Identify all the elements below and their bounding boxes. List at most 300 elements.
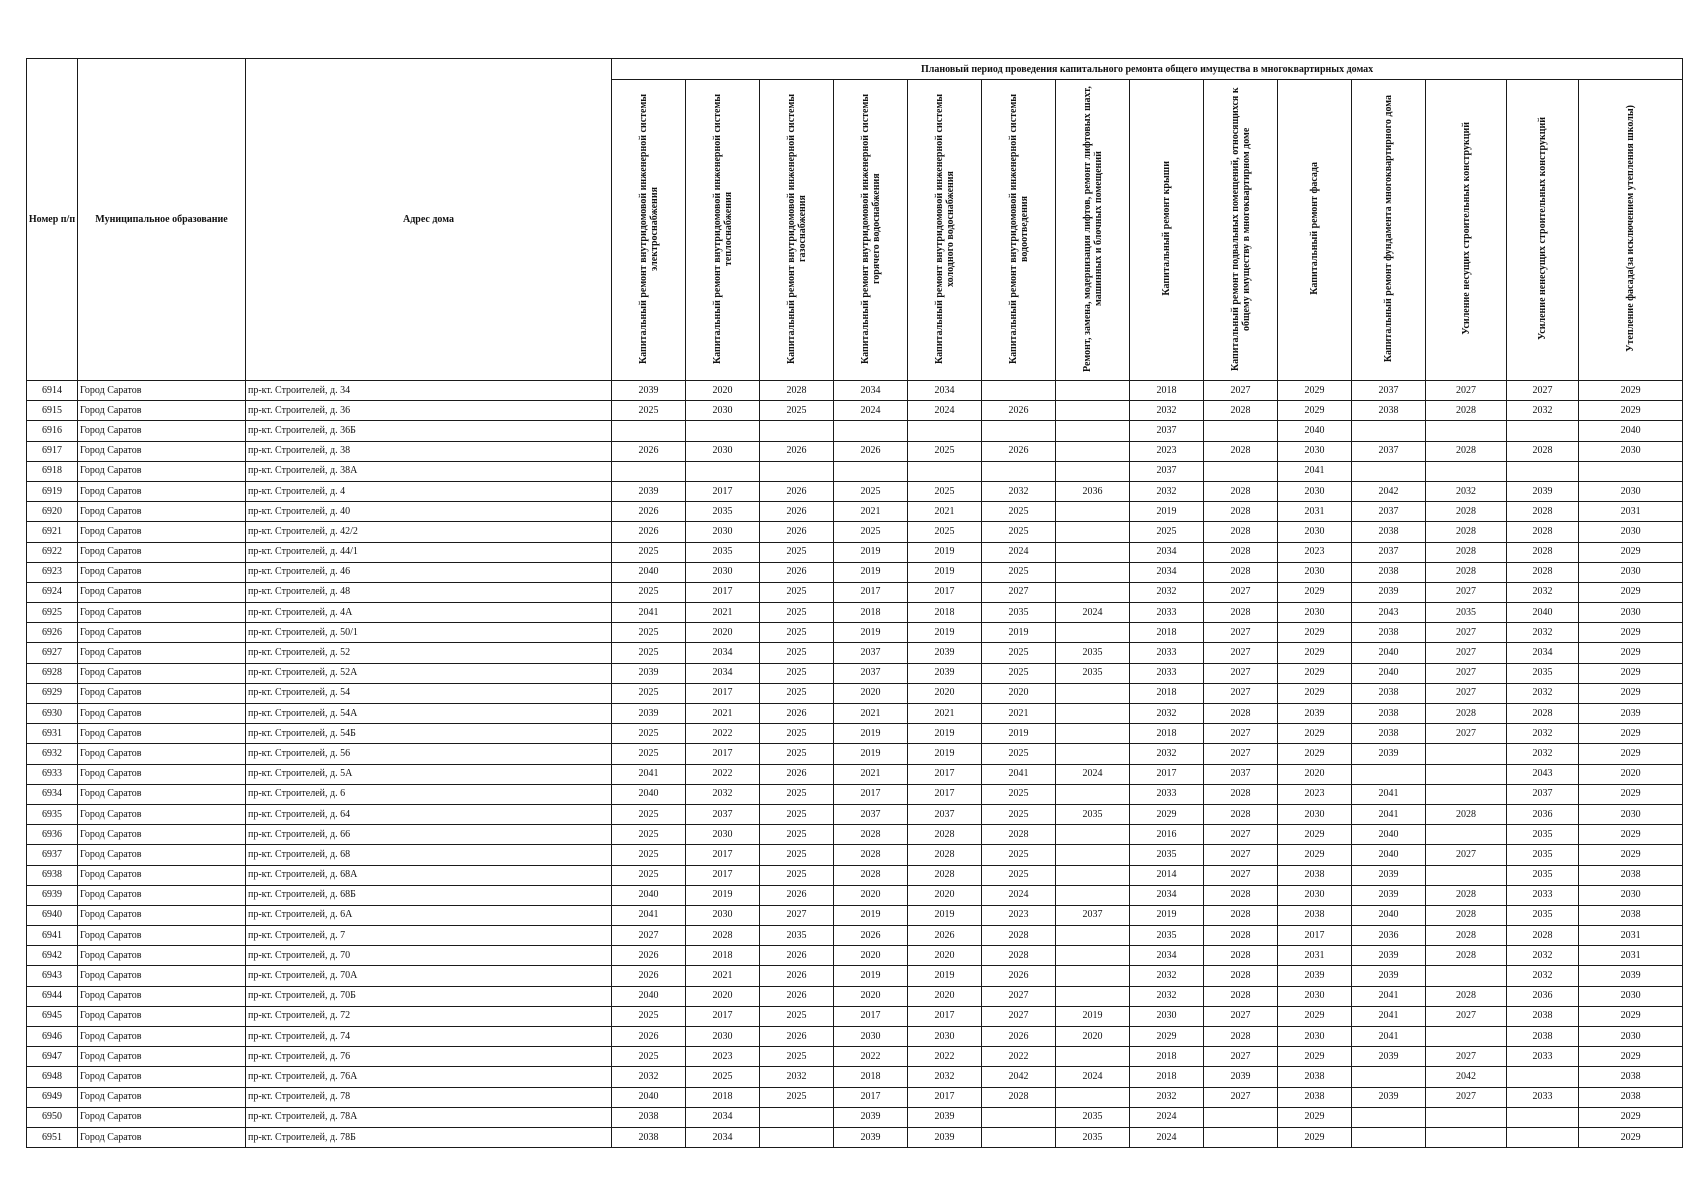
row-municipality: Город Саратов [78, 522, 246, 542]
year-cell: 2025 [1130, 522, 1204, 542]
table-row [27, 966, 1683, 986]
year-cell: 2027 [1426, 623, 1507, 643]
year-cell: 2028 [834, 865, 908, 885]
year-cell: 2039 [908, 663, 982, 683]
year-cell: 2019 [908, 744, 982, 764]
year-cell: 2027 [1204, 825, 1278, 845]
row-number: 6940 [27, 905, 78, 925]
header-work-label: Капитальный ремонт фасада [1309, 162, 1320, 295]
year-cell: 2026 [760, 885, 834, 905]
row-number: 6928 [27, 663, 78, 683]
year-cell: 2019 [1130, 502, 1204, 522]
header-work-5 [908, 80, 982, 381]
year-cell: 2034 [1507, 643, 1579, 663]
year-cell [1056, 522, 1130, 542]
header-work-13 [1507, 80, 1579, 381]
year-cell [1056, 461, 1130, 481]
year-cell [1056, 381, 1130, 401]
year-cell: 2020 [1056, 1027, 1130, 1047]
row-number: 6915 [27, 401, 78, 421]
year-cell: 2025 [760, 623, 834, 643]
year-cell: 2024 [1130, 1107, 1204, 1127]
year-cell: 2030 [1579, 562, 1683, 582]
year-cell: 2040 [612, 784, 686, 804]
row-municipality: Город Саратов [78, 825, 246, 845]
year-cell: 2021 [982, 704, 1056, 724]
year-cell: 2027 [1204, 1087, 1278, 1107]
year-cell: 2042 [982, 1067, 1056, 1087]
year-cell: 2018 [1130, 1047, 1204, 1067]
row-municipality: Город Саратов [78, 804, 246, 824]
year-cell [1204, 1127, 1278, 1147]
row-address: пр-кт. Строителей, д. 46 [246, 562, 612, 582]
year-cell: 2028 [1507, 502, 1579, 522]
year-cell: 2026 [760, 704, 834, 724]
year-cell: 2027 [1426, 381, 1507, 401]
year-cell: 2032 [1507, 946, 1579, 966]
header-num: Номер п/п [27, 59, 78, 381]
year-cell: 2026 [760, 562, 834, 582]
year-cell: 2041 [1352, 1006, 1426, 1026]
row-address: пр-кт. Строителей, д. 54 [246, 683, 612, 703]
year-cell: 2030 [686, 441, 760, 461]
year-cell: 2018 [1130, 623, 1204, 643]
year-cell: 2026 [612, 441, 686, 461]
year-cell: 2028 [1204, 804, 1278, 824]
year-cell [760, 1127, 834, 1147]
year-cell: 2018 [834, 603, 908, 623]
year-cell: 2028 [1426, 522, 1507, 542]
year-cell: 2028 [1204, 905, 1278, 925]
table-row [27, 1107, 1683, 1127]
year-cell: 2026 [612, 946, 686, 966]
year-cell: 2017 [834, 1087, 908, 1107]
year-cell: 2034 [908, 381, 982, 401]
table-row [27, 764, 1683, 784]
table-row [27, 663, 1683, 683]
table-row [27, 865, 1683, 885]
table-row [27, 401, 1683, 421]
year-cell: 2027 [1204, 1047, 1278, 1067]
year-cell [760, 421, 834, 441]
year-cell: 2031 [1579, 926, 1683, 946]
year-cell: 2017 [686, 683, 760, 703]
year-cell: 2039 [1278, 704, 1352, 724]
row-number: 6949 [27, 1087, 78, 1107]
year-cell: 2042 [1426, 1067, 1507, 1087]
year-cell: 2035 [1507, 905, 1579, 925]
row-number: 6941 [27, 926, 78, 946]
table-row [27, 784, 1683, 804]
year-cell: 2022 [908, 1047, 982, 1067]
year-cell: 2029 [1579, 1047, 1683, 1067]
row-number: 6946 [27, 1027, 78, 1047]
year-cell [1056, 441, 1130, 461]
table-row [27, 905, 1683, 925]
year-cell: 2028 [1204, 603, 1278, 623]
year-cell: 2025 [982, 845, 1056, 865]
table-row [27, 804, 1683, 824]
year-cell: 2017 [908, 1006, 982, 1026]
year-cell: 2019 [908, 905, 982, 925]
year-cell: 2041 [612, 603, 686, 623]
year-cell [1056, 1047, 1130, 1067]
row-number: 6929 [27, 683, 78, 703]
row-municipality: Город Саратов [78, 744, 246, 764]
header-work-3 [760, 80, 834, 381]
year-cell: 2018 [686, 1087, 760, 1107]
year-cell: 2030 [1278, 986, 1352, 1006]
year-cell [612, 461, 686, 481]
header-work-label: Капитальный ремонт фундамента многоквартирного дома [1383, 94, 1394, 363]
year-cell: 2029 [1278, 401, 1352, 421]
row-municipality: Город Саратов [78, 401, 246, 421]
year-cell: 2039 [908, 1107, 982, 1127]
year-cell: 2025 [760, 1087, 834, 1107]
year-cell: 2038 [1579, 905, 1683, 925]
row-address: пр-кт. Строителей, д. 64 [246, 804, 612, 824]
year-cell: 2038 [1352, 704, 1426, 724]
year-cell: 2036 [1056, 481, 1130, 501]
year-cell: 2017 [686, 582, 760, 602]
year-cell: 2026 [760, 522, 834, 542]
year-cell: 2018 [834, 1067, 908, 1087]
row-address: пр-кт. Строителей, д. 54А [246, 704, 612, 724]
year-cell: 2025 [982, 784, 1056, 804]
year-cell: 2039 [1352, 865, 1426, 885]
year-cell: 2021 [834, 764, 908, 784]
repair-schedule-table [26, 58, 1683, 1148]
row-number: 6914 [27, 381, 78, 401]
row-municipality: Город Саратов [78, 1087, 246, 1107]
row-number: 6921 [27, 522, 78, 542]
header-work-7 [1056, 80, 1130, 381]
year-cell: 2035 [1507, 865, 1579, 885]
year-cell: 2028 [834, 825, 908, 845]
year-cell: 2026 [982, 966, 1056, 986]
year-cell: 2029 [1278, 724, 1352, 744]
year-cell: 2040 [1352, 825, 1426, 845]
header-work-label: Капитальный ремонт крыши [1161, 161, 1172, 296]
year-cell: 2039 [908, 643, 982, 663]
row-address: пр-кт. Строителей, д. 68А [246, 865, 612, 885]
row-number: 6932 [27, 744, 78, 764]
year-cell: 2028 [1426, 804, 1507, 824]
year-cell: 2025 [982, 643, 1056, 663]
year-cell: 2030 [1579, 885, 1683, 905]
year-cell: 2037 [908, 804, 982, 824]
year-cell: 2026 [760, 502, 834, 522]
row-number: 6945 [27, 1006, 78, 1026]
year-cell: 2025 [760, 582, 834, 602]
year-cell: 2018 [1130, 683, 1204, 703]
year-cell: 2029 [1579, 582, 1683, 602]
year-cell: 2031 [1579, 502, 1683, 522]
year-cell: 2039 [1352, 1047, 1426, 1067]
year-cell [612, 421, 686, 441]
year-cell [686, 421, 760, 441]
year-cell: 2026 [982, 1027, 1056, 1047]
year-cell [1352, 1067, 1426, 1087]
header-work-label: Утепление фасада(за исключением утепления школы) [1625, 105, 1637, 352]
year-cell: 2029 [1579, 724, 1683, 744]
header-work-11 [1352, 80, 1426, 381]
year-cell [908, 421, 982, 441]
year-cell: 2028 [1507, 926, 1579, 946]
year-cell [1426, 865, 1507, 885]
year-cell: 2025 [982, 502, 1056, 522]
row-number: 6935 [27, 804, 78, 824]
year-cell: 2028 [1426, 542, 1507, 562]
header-work-14 [1579, 80, 1683, 381]
year-cell: 2025 [760, 663, 834, 683]
year-cell: 2028 [686, 926, 760, 946]
table-row [27, 946, 1683, 966]
table-row [27, 522, 1683, 542]
year-cell: 2028 [1204, 502, 1278, 522]
row-municipality: Город Саратов [78, 784, 246, 804]
year-cell: 2029 [1278, 663, 1352, 683]
year-cell: 2032 [1507, 683, 1579, 703]
year-cell: 2020 [1278, 764, 1352, 784]
year-cell: 2029 [1579, 1006, 1683, 1026]
year-cell: 2029 [1278, 1047, 1352, 1067]
row-address: пр-кт. Строителей, д. 34 [246, 381, 612, 401]
year-cell: 2032 [760, 1067, 834, 1087]
row-number: 6924 [27, 582, 78, 602]
year-cell: 2035 [686, 502, 760, 522]
year-cell: 2018 [1130, 724, 1204, 744]
year-cell: 2018 [1130, 1067, 1204, 1087]
year-cell: 2030 [686, 401, 760, 421]
header-work-label: Капитальный ремонт внутридомовой инженерной системы электроснабжения [637, 93, 660, 364]
row-number: 6919 [27, 481, 78, 501]
row-address: пр-кт. Строителей, д. 52 [246, 643, 612, 663]
year-cell: 2019 [686, 885, 760, 905]
row-address: пр-кт. Строителей, д. 36 [246, 401, 612, 421]
year-cell: 2030 [1278, 522, 1352, 542]
year-cell [1056, 623, 1130, 643]
row-municipality: Город Саратов [78, 461, 246, 481]
year-cell: 2030 [1579, 522, 1683, 542]
row-municipality: Город Саратов [78, 905, 246, 925]
year-cell: 2032 [1130, 582, 1204, 602]
row-number: 6925 [27, 603, 78, 623]
year-cell: 2030 [686, 522, 760, 542]
year-cell [1056, 683, 1130, 703]
year-cell: 2029 [1579, 623, 1683, 643]
year-cell: 2025 [760, 724, 834, 744]
year-cell [982, 461, 1056, 481]
year-cell: 2028 [1426, 502, 1507, 522]
year-cell: 2028 [1204, 401, 1278, 421]
header-work-label: Капитальный ремонт внутридомовой инженерной системы холодного водоснабжения [933, 93, 956, 364]
year-cell: 2039 [1352, 1087, 1426, 1107]
year-cell: 2041 [1352, 784, 1426, 804]
year-cell: 2029 [1278, 1127, 1352, 1147]
year-cell: 2029 [1278, 845, 1352, 865]
year-cell: 2025 [612, 643, 686, 663]
year-cell [834, 421, 908, 441]
year-cell: 2024 [834, 401, 908, 421]
year-cell: 2028 [1204, 522, 1278, 542]
row-address: пр-кт. Строителей, д. 54Б [246, 724, 612, 744]
year-cell: 2029 [1579, 381, 1683, 401]
year-cell: 2020 [834, 986, 908, 1006]
year-cell: 2043 [1507, 764, 1579, 784]
year-cell: 2032 [1130, 986, 1204, 1006]
year-cell: 2020 [686, 986, 760, 1006]
year-cell: 2029 [1579, 542, 1683, 562]
year-cell: 2028 [1204, 926, 1278, 946]
year-cell: 2033 [1507, 1087, 1579, 1107]
row-address: пр-кт. Строителей, д. 70А [246, 966, 612, 986]
year-cell: 2020 [982, 683, 1056, 703]
year-cell: 2020 [686, 381, 760, 401]
row-number: 6931 [27, 724, 78, 744]
year-cell: 2026 [982, 401, 1056, 421]
year-cell: 2025 [908, 481, 982, 501]
year-cell: 2025 [760, 845, 834, 865]
year-cell: 2025 [982, 804, 1056, 824]
year-cell: 2027 [1204, 381, 1278, 401]
year-cell: 2025 [982, 744, 1056, 764]
year-cell: 2025 [982, 522, 1056, 542]
year-cell: 2019 [908, 966, 982, 986]
year-cell: 2035 [1130, 926, 1204, 946]
table-row [27, 542, 1683, 562]
row-number: 6937 [27, 845, 78, 865]
year-cell: 2039 [1352, 966, 1426, 986]
year-cell [1204, 421, 1278, 441]
year-cell: 2025 [612, 804, 686, 824]
year-cell: 2028 [1426, 885, 1507, 905]
table-row [27, 1047, 1683, 1067]
year-cell: 2019 [834, 724, 908, 744]
header-work-label: Усиление ненесущих строительных конструкций [1537, 117, 1548, 340]
year-cell: 2025 [760, 401, 834, 421]
row-municipality: Город Саратов [78, 946, 246, 966]
year-cell: 2034 [834, 381, 908, 401]
table-row [27, 724, 1683, 744]
year-cell: 2039 [1352, 582, 1426, 602]
year-cell: 2034 [686, 1127, 760, 1147]
row-address: пр-кт. Строителей, д. 38 [246, 441, 612, 461]
year-cell: 2024 [1056, 603, 1130, 623]
year-cell: 2038 [1507, 1027, 1579, 1047]
year-cell: 2036 [1507, 986, 1579, 1006]
year-cell: 2030 [1278, 481, 1352, 501]
year-cell: 2041 [982, 764, 1056, 784]
year-cell: 2036 [1352, 926, 1426, 946]
year-cell: 2028 [1204, 1027, 1278, 1047]
year-cell: 2041 [612, 905, 686, 925]
year-cell: 2028 [1204, 481, 1278, 501]
year-cell [1056, 825, 1130, 845]
year-cell [908, 461, 982, 481]
year-cell [1056, 401, 1130, 421]
year-cell: 2025 [760, 804, 834, 824]
year-cell: 2028 [1507, 562, 1579, 582]
year-cell: 2030 [1278, 885, 1352, 905]
year-cell: 2030 [1579, 804, 1683, 824]
year-cell: 2023 [1278, 784, 1352, 804]
year-cell: 2041 [1352, 1027, 1426, 1047]
year-cell: 2029 [1579, 643, 1683, 663]
year-cell: 2024 [1130, 1127, 1204, 1147]
year-cell [1426, 421, 1507, 441]
table-row [27, 744, 1683, 764]
year-cell [1352, 421, 1426, 441]
row-number: 6917 [27, 441, 78, 461]
year-cell: 2030 [1579, 1027, 1683, 1047]
row-municipality: Город Саратов [78, 502, 246, 522]
year-cell [1426, 461, 1507, 481]
year-cell: 2032 [1507, 582, 1579, 602]
row-address: пр-кт. Строителей, д. 6А [246, 905, 612, 925]
year-cell: 2035 [760, 926, 834, 946]
year-cell: 2022 [834, 1047, 908, 1067]
year-cell: 2028 [1204, 542, 1278, 562]
year-cell: 2025 [834, 522, 908, 542]
year-cell: 2025 [760, 643, 834, 663]
table-row [27, 502, 1683, 522]
year-cell: 2019 [1130, 905, 1204, 925]
year-cell: 2017 [834, 1006, 908, 1026]
year-cell: 2037 [1352, 502, 1426, 522]
row-address: пр-кт. Строителей, д. 50/1 [246, 623, 612, 643]
year-cell: 2025 [760, 683, 834, 703]
year-cell: 2040 [1352, 663, 1426, 683]
row-address: пр-кт. Строителей, д. 78А [246, 1107, 612, 1127]
year-cell: 2025 [612, 623, 686, 643]
row-address: пр-кт. Строителей, д. 78Б [246, 1127, 612, 1147]
row-number: 6918 [27, 461, 78, 481]
table-row [27, 421, 1683, 441]
year-cell [1056, 502, 1130, 522]
year-cell: 2041 [1352, 804, 1426, 824]
year-cell [1056, 744, 1130, 764]
year-cell: 2033 [1130, 784, 1204, 804]
capital-repair-schedule-sheet [26, 58, 1674, 1148]
year-cell [1204, 461, 1278, 481]
year-cell [982, 1127, 1056, 1147]
year-cell: 2029 [1278, 683, 1352, 703]
year-cell: 2028 [1507, 542, 1579, 562]
year-cell [1507, 461, 1579, 481]
header-work-6 [982, 80, 1056, 381]
year-cell: 2037 [1204, 764, 1278, 784]
table-row [27, 825, 1683, 845]
header-work-label: Ремонт, замена, модернизация лифтов, ремонт лифтовых шахт, машинных и блочных помещений [1081, 85, 1104, 372]
year-cell [1056, 562, 1130, 582]
year-cell: 2025 [612, 582, 686, 602]
year-cell [834, 461, 908, 481]
year-cell: 2028 [1426, 401, 1507, 421]
year-cell: 2021 [686, 704, 760, 724]
year-cell [1426, 784, 1507, 804]
header-work-9 [1204, 80, 1278, 381]
year-cell: 2021 [834, 704, 908, 724]
table-row [27, 704, 1683, 724]
year-cell: 2041 [612, 764, 686, 784]
year-cell: 2022 [686, 724, 760, 744]
year-cell: 2028 [1204, 986, 1278, 1006]
year-cell [1507, 421, 1579, 441]
row-address: пр-кт. Строителей, д. 66 [246, 825, 612, 845]
row-number: 6927 [27, 643, 78, 663]
year-cell: 2030 [686, 905, 760, 925]
